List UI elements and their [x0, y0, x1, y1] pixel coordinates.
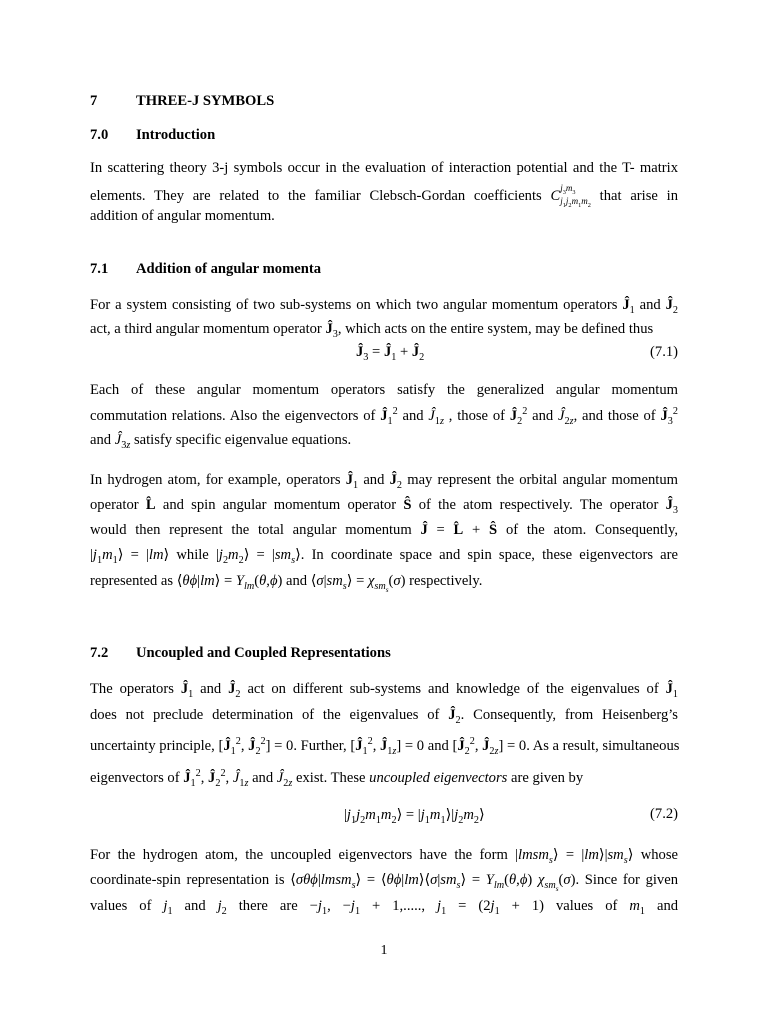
paragraph-line: operator L̂ and spin angular momentum operator Ŝ of the atom respectively. The operator $Ĵ_3$: [90, 497, 678, 516]
paragraph-line: In hydrogen atom, for example, operators $Ĵ_1$ and $Ĵ_2$ may represent the orbital angular momentum: [90, 472, 678, 491]
paragraph-line: eigenvectors of $Ĵ_1^2$, $Ĵ_2^2$, $Ĵ_{1z}$ and $Ĵ_{2z}$ exist. These uncoupled eigenvectors are given by: [90, 768, 584, 789]
equation-number: (7.1): [650, 344, 678, 360]
section-number: 7.1: [90, 261, 109, 277]
paragraph-line: uncertainty principle, [$Ĵ_1^2$, $Ĵ_2^2] = 0$. Further, [$Ĵ_1^2$, $Ĵ_{1z}] = 0$ and [$Ĵ_2^2$, $Ĵ_{2z}] = 0$. As a result, simultaneous: [90, 736, 680, 757]
chapter-number: 7: [90, 93, 98, 109]
section-number: 7.0: [90, 127, 109, 143]
equation-7-2: $|j_1j_2m_1m_2⟩$ = $|j_1m_1⟩|j_2m_2⟩$: [344, 807, 485, 826]
section-number: 7.2: [90, 645, 109, 661]
paragraph-line: commutation relations. Also the eigenvectors of $Ĵ_1^2$ and $Ĵ_{1z}$ , those of $Ĵ_2^2$ and $Ĵ_{2z}$, and those of $Ĵ_3^2$: [90, 406, 678, 427]
section-title: Introduction: [136, 127, 216, 143]
page-number: 1: [380, 943, 388, 958]
paragraph-line: act, a third angular momentum operator $Ĵ_3$, which acts on the entire system, may be defined thus: [90, 321, 654, 340]
chapter-title: THREE-J SYMBOLS: [136, 93, 275, 109]
paragraph-line: coordinate-spin representation is ⟨σθϕ|lmsm$_s$⟩ = $⟨\theta\phi|lm⟩⟨\sigma|sm_s⟩ = Y_{lm}(\theta,\phi)$ $\chi_{sm_s}(\sigma)$. Since for given: [90, 872, 678, 893]
paragraph-line: does not preclude determination of the eigenvalues of $Ĵ_2$. Consequently, from Heisenberg’s: [90, 707, 678, 726]
clebsch-gordan-symbol: $Cj_3m_3$ $j_1j_2m_1m_2$: [550, 183, 591, 209]
paragraph-line: For the hydrogen atom, the uncoupled eigenvectors have the form |lmsm$_s$⟩ = $|lm⟩|sm_s⟩$ whose: [90, 847, 678, 866]
paragraph-line: values of $j_1$ and $j_2$ there are $-j_1$, $-j_1 + 1$,....., $j_1 = (2j_1 + 1)$ values of $m_1$ and: [90, 898, 679, 917]
paragraph-line: elements. They are related to the familiar Clebsch-Gordan coefficients $Cj_3m_3$ $j_1j_2m_1m_2$ that arise in: [90, 183, 678, 209]
paragraph-line: and $Ĵ_{3z}$ satisfy specific eigenvalue equations.: [90, 432, 352, 451]
paragraph-line: addition of angular momentum.: [90, 208, 275, 224]
paragraph-line: For a system consisting of two sub-systems on which two angular momentum operators $Ĵ_1$ and $Ĵ_2$: [90, 297, 679, 316]
paragraph-line: Each of these angular momentum operators satisfy the generalized angular momentum: [90, 382, 678, 398]
paragraph-line: represented as ⟨θϕ|lm⟩ = $Y_{lm}(\theta,\phi)$ and $⟨\sigma|sm_s⟩ = \chi_{sm_s}(\sigma)$ respectively.: [90, 573, 483, 594]
equation-number: (7.2): [650, 806, 678, 822]
section-title: Addition of angular momenta: [136, 261, 322, 277]
equation-7-1: $Ĵ_3$ = $Ĵ_1$ + $Ĵ_2$: [356, 344, 425, 363]
paragraph-line: would then represent the total angular momentum Ĵ = L̂ + Ŝ of the atom. Consequently,: [90, 522, 679, 538]
paragraph-line: $|j_1m_1⟩$ = |lm⟩ while $|j_2m_2⟩$ = $|sm_s⟩$. In coordinate space and spin space, these eigenvectors are: [90, 547, 678, 566]
section-title: Uncoupled and Coupled Representations: [136, 645, 391, 661]
paragraph-line: The operators $Ĵ_1$ and $Ĵ_2$ act on different sub-systems and knowledge of the eigenvalues of $Ĵ_1$: [90, 681, 679, 700]
paragraph-line: In scattering theory 3-j symbols occur in the evaluation of interaction potential and the T- matrix: [90, 160, 678, 176]
